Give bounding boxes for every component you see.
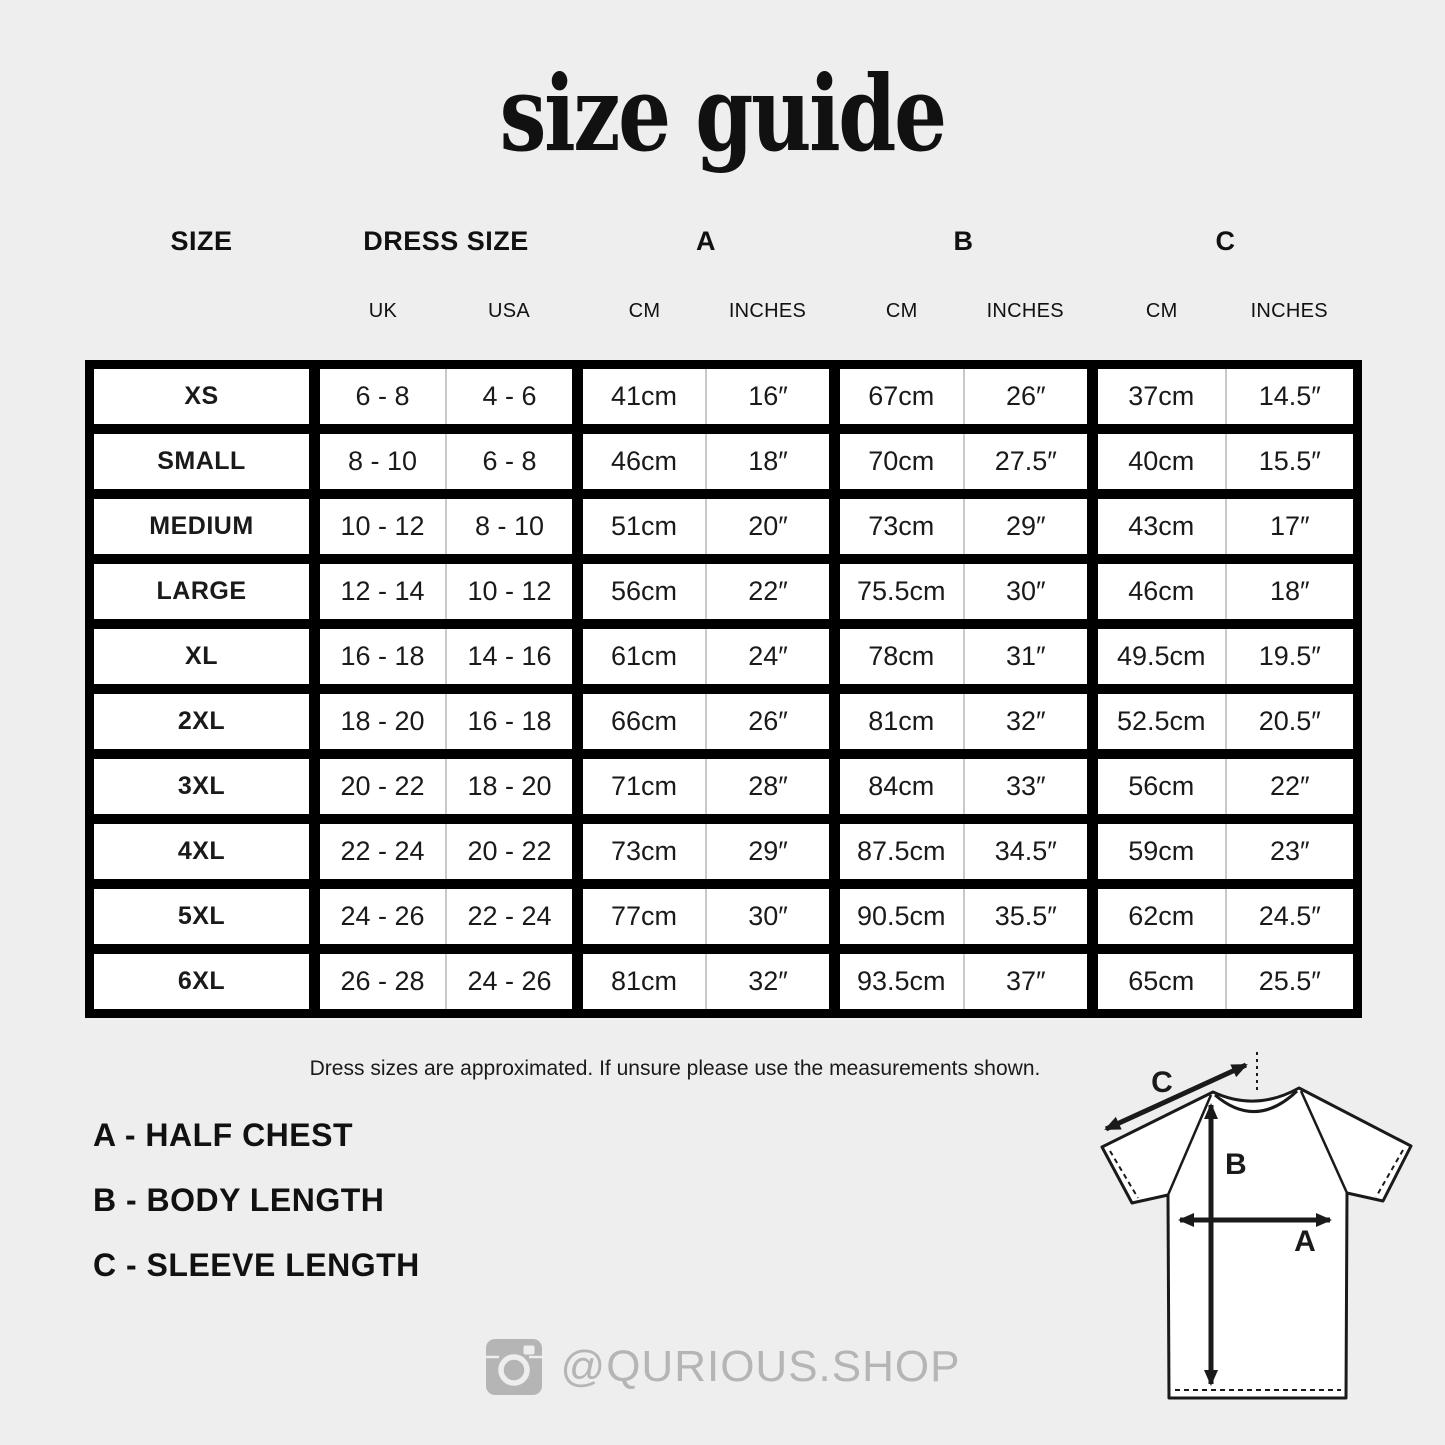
cell-uk-dress-size: 8 - 10 — [347, 446, 418, 476]
legend-item-body-length: B - BODY LENGTH — [93, 1182, 385, 1218]
size-table — [85, 360, 1362, 1018]
subheader-c-cm: CM — [1145, 300, 1178, 322]
unit-headers — [85, 300, 1362, 323]
size-label: XL — [185, 642, 218, 670]
cell-usa-dress-size: 8 - 10 — [445, 499, 572, 554]
cell-b-cm: 70cm — [868, 446, 935, 476]
cell-c-inches: 18″ — [1225, 564, 1354, 619]
column-header-dress-size: DRESS SIZE — [363, 226, 529, 256]
cell-b-cm: 75.5cm — [856, 576, 946, 606]
size-label: XS — [184, 382, 219, 410]
column-header-b: B — [953, 226, 974, 256]
cell-b-inches: 35.5″ — [963, 889, 1088, 944]
cell-b-inches: 34.5″ — [963, 824, 1088, 879]
subheader-uk: UK — [368, 300, 398, 322]
instagram-handle: @QURIOUS.SHOP — [560, 1342, 961, 1391]
cell-uk-dress-size: 18 - 20 — [340, 706, 425, 736]
cell-c-cm: 37cm — [1128, 381, 1195, 411]
cell-c-cm: 65cm — [1128, 966, 1195, 996]
table-row — [94, 434, 1353, 489]
column-header-size: SIZE — [170, 226, 233, 256]
cell-usa-dress-size: 14 - 16 — [445, 629, 572, 684]
cell-b-inches: 29″ — [963, 499, 1088, 554]
cell-a-cm: 61cm — [610, 641, 678, 671]
subheader-size-spacer — [94, 300, 309, 323]
cell-b-inches: 27.5″ — [963, 434, 1088, 489]
cell-a-cm: 46cm — [610, 446, 678, 476]
footer — [0, 1338, 1445, 1396]
cell-a-cm: 66cm — [610, 706, 678, 736]
cell-c-cm: 59cm — [1128, 836, 1195, 866]
table-row — [94, 824, 1353, 879]
cell-b-cm: 84cm — [868, 771, 935, 801]
cell-c-inches: 14.5″ — [1225, 369, 1354, 424]
cell-b-inches: 33″ — [963, 759, 1088, 814]
cell-a-inches: 32″ — [705, 954, 829, 1009]
cell-usa-dress-size: 16 - 18 — [445, 694, 572, 749]
cell-b-cm: 87.5cm — [856, 836, 946, 866]
page-title: size guide — [500, 52, 945, 175]
cell-c-inches: 20.5″ — [1225, 694, 1354, 749]
subheader-b-inches: INCHES — [986, 300, 1064, 322]
cell-usa-dress-size: 20 - 22 — [445, 824, 572, 879]
cell-a-cm: 71cm — [610, 771, 678, 801]
size-label: 3XL — [177, 772, 226, 800]
cell-a-cm: 41cm — [610, 381, 678, 411]
cell-c-cm: 40cm — [1128, 446, 1195, 476]
cell-c-inches: 25.5″ — [1225, 954, 1354, 1009]
cell-c-cm: 43cm — [1128, 511, 1195, 541]
cell-a-cm: 73cm — [610, 836, 678, 866]
cell-a-inches: 24″ — [705, 629, 829, 684]
cell-c-cm: 49.5cm — [1116, 641, 1206, 671]
cell-uk-dress-size: 22 - 24 — [340, 836, 425, 866]
cell-uk-dress-size: 24 - 26 — [340, 901, 425, 931]
cell-uk-dress-size: 20 - 22 — [340, 771, 425, 801]
cell-usa-dress-size: 24 - 26 — [445, 954, 572, 1009]
legend-item-sleeve-length: C - SLEEVE LENGTH — [93, 1247, 420, 1283]
table-row — [94, 369, 1353, 424]
cell-b-inches: 26″ — [963, 369, 1088, 424]
size-label: MEDIUM — [149, 512, 254, 540]
cell-c-inches: 19.5″ — [1225, 629, 1354, 684]
cell-usa-dress-size: 22 - 24 — [445, 889, 572, 944]
cell-c-inches: 15.5″ — [1225, 434, 1354, 489]
cell-c-inches: 17″ — [1225, 499, 1354, 554]
subheader-a-cm: CM — [628, 300, 661, 322]
column-header-c: C — [1215, 226, 1236, 256]
cell-a-inches: 22″ — [705, 564, 829, 619]
cell-c-cm: 62cm — [1128, 901, 1195, 931]
subheader-a-inches: INCHES — [728, 300, 807, 322]
cell-b-cm: 93.5cm — [856, 966, 946, 996]
cell-b-inches: 37″ — [963, 954, 1088, 1009]
instagram-icon — [485, 1338, 543, 1396]
diagram-label-a: A — [1294, 1225, 1316, 1258]
cell-a-cm: 81cm — [610, 966, 678, 996]
column-header-a: A — [696, 226, 716, 256]
cell-a-cm: 77cm — [610, 901, 678, 931]
cell-a-inches: 20″ — [705, 499, 829, 554]
subheader-c-inches: INCHES — [1250, 300, 1328, 322]
table-row — [94, 759, 1353, 814]
table-row — [94, 954, 1353, 1009]
table-row — [94, 499, 1353, 554]
note-text: Dress sizes are approximated. If unsure please use the measurements shown. — [309, 1057, 1041, 1080]
cell-c-inches: 24.5″ — [1225, 889, 1354, 944]
table-row — [94, 564, 1353, 619]
cell-c-cm: 46cm — [1128, 576, 1195, 606]
diagram-label-b: B — [1225, 1148, 1247, 1181]
cell-b-inches: 30″ — [963, 564, 1088, 619]
table-row — [94, 694, 1353, 749]
table-row — [94, 629, 1353, 684]
cell-a-inches: 29″ — [705, 824, 829, 879]
size-label: 2XL — [177, 707, 226, 735]
cell-a-cm: 51cm — [610, 511, 678, 541]
cell-c-cm: 56cm — [1128, 771, 1195, 801]
measurement-legend — [93, 1116, 420, 1311]
cell-usa-dress-size: 10 - 12 — [445, 564, 572, 619]
cell-b-cm: 78cm — [868, 641, 935, 671]
size-label: 6XL — [177, 967, 226, 995]
legend-item-half-chest: A - HALF CHEST — [93, 1117, 354, 1153]
cell-b-cm: 81cm — [868, 706, 935, 736]
diagram-label-c: C — [1151, 1066, 1173, 1099]
cell-b-cm: 67cm — [868, 381, 935, 411]
cell-usa-dress-size: 4 - 6 — [445, 369, 572, 424]
size-label: 5XL — [177, 902, 226, 930]
size-label: LARGE — [156, 577, 247, 605]
cell-a-inches: 26″ — [705, 694, 829, 749]
cell-uk-dress-size: 10 - 12 — [340, 511, 425, 541]
cell-usa-dress-size: 18 - 20 — [445, 759, 572, 814]
cell-a-cm: 56cm — [610, 576, 678, 606]
cell-a-inches: 28″ — [705, 759, 829, 814]
cell-a-inches: 18″ — [705, 434, 829, 489]
cell-c-inches: 23″ — [1225, 824, 1354, 879]
cell-b-cm: 90.5cm — [856, 901, 946, 931]
cell-usa-dress-size: 6 - 8 — [445, 434, 572, 489]
cell-uk-dress-size: 6 - 8 — [355, 381, 410, 411]
subheader-b-cm: CM — [885, 300, 918, 322]
cell-b-inches: 32″ — [963, 694, 1088, 749]
table-row — [94, 889, 1353, 944]
cell-uk-dress-size: 12 - 14 — [340, 576, 425, 606]
cell-uk-dress-size: 16 - 18 — [340, 641, 425, 671]
cell-b-cm: 73cm — [868, 511, 935, 541]
subheader-usa: USA — [487, 300, 531, 322]
column-headers — [85, 226, 1362, 257]
size-label: SMALL — [157, 447, 246, 475]
cell-c-cm: 52.5cm — [1116, 706, 1206, 736]
cell-c-inches: 22″ — [1225, 759, 1354, 814]
cell-a-inches: 16″ — [705, 369, 829, 424]
cell-uk-dress-size: 26 - 28 — [340, 966, 425, 996]
size-label: 4XL — [177, 837, 226, 865]
cell-b-inches: 31″ — [963, 629, 1088, 684]
cell-a-inches: 30″ — [705, 889, 829, 944]
